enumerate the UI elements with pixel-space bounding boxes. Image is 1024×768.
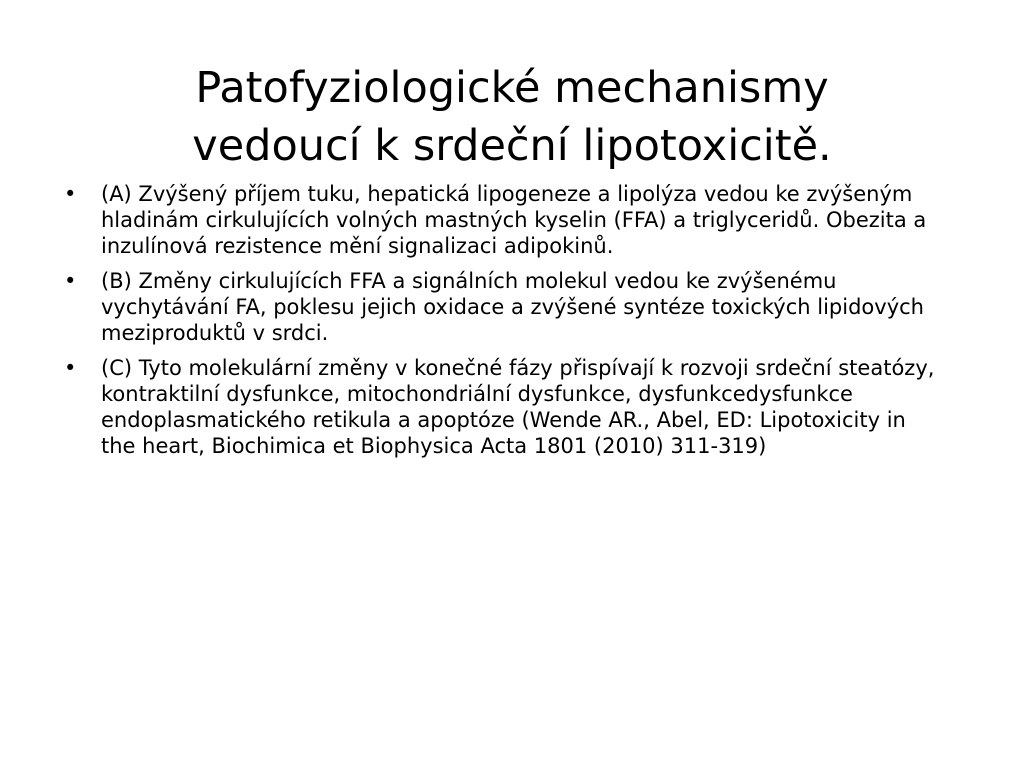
slide-title bbox=[60, 59, 964, 175]
slide-title-line-2: vedoucí k srdeční lipotoxicitě. bbox=[192, 120, 832, 171]
bullet-text-b: (B) Změny cirkulujících FFA a signálních molekul vedou ke zvýšenému vychytávání FA, poklesu jejich oxidace a zvýšené syntéze toxických lipidových meziproduktů v srdci. bbox=[101, 269, 924, 345]
bullet-dot-icon: • bbox=[64, 182, 77, 206]
slide-title-line-1: Patofyziologické mechanismy bbox=[195, 62, 829, 113]
bullet-item-a bbox=[64, 181, 944, 259]
bullet-dot-icon: • bbox=[64, 356, 77, 380]
bullet-dot-icon: • bbox=[64, 269, 77, 293]
bullet-item-c bbox=[64, 355, 944, 459]
bullet-list bbox=[64, 181, 944, 468]
bullet-text-c: (C) Tyto molekulární změny v konečné fázy přispívají k rozvoji srdeční steatózy, kontraktilní dysfunkce, mitochondriální dysfunkce, dysfunkcedysfunkce endoplasmatického retikula a apoptóze (Wende AR., Abel, ED: Lipotoxicity in the heart, Biochimica et Biophysica Acta 1801 (2010) 311-319) bbox=[101, 356, 935, 458]
bullet-item-b bbox=[64, 268, 944, 346]
bullet-text-a: (A) Zvýšený příjem tuku, hepatická lipogeneze a lipolýza vedou ke zvýšeným hladinám cirkulujících volných mastných kyselin (FFA) a triglyceridů. Obezita a inzulínová rezistence mění signalizaci adipokinů. bbox=[101, 182, 927, 258]
